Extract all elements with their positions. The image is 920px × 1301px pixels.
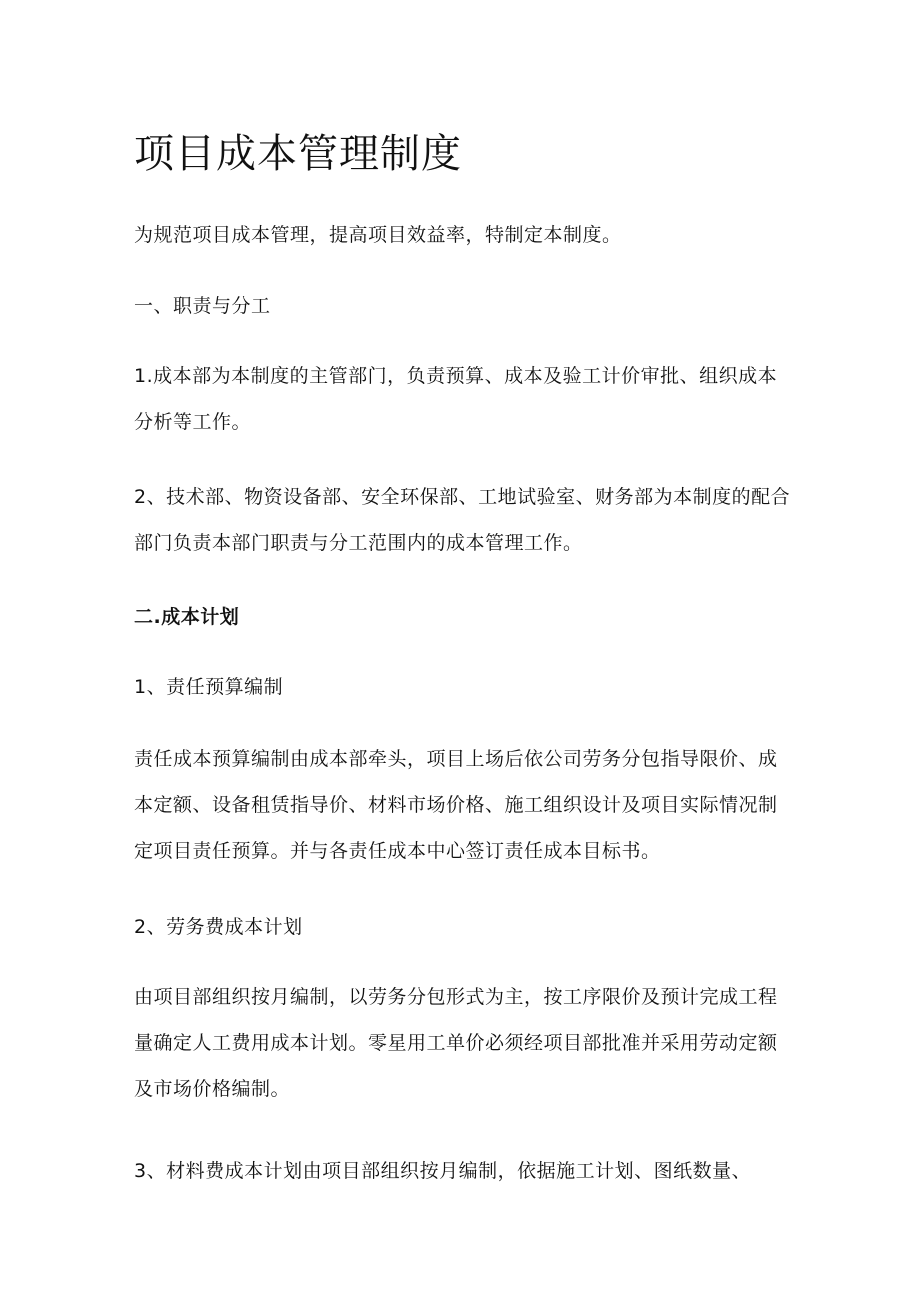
intro-paragraph: 为规范项目成本管理，提高项目效益率，特制定本制度。 xyxy=(134,224,622,246)
subheading-labor-cost-plan: 2、劳务费成本计划 xyxy=(134,916,303,938)
material-cost-plan-body: 3、材料费成本计划由项目部组织按月编制，依据施工计划、图纸数量、 xyxy=(134,1160,752,1182)
document-title: 项目成本管理制度 xyxy=(134,131,462,177)
responsibility-item-1: 1.成本部为本制度的主管部门，负责预算、成本及验工计价审批、组织成本分析等工作。 xyxy=(134,365,778,433)
labor-cost-plan-body: 由项目部组织按月编制，以劳务分包形式为主，按工序限价及预计完成工程量确定人工费用成本计划。零星用工单价必须经项目部批准并采用劳动定额及市场价格编制。 xyxy=(134,986,778,1100)
section-heading-responsibilities: 一、职责与分工 xyxy=(134,295,271,317)
responsibility-item-2: 2、技术部、物资设备部、安全环保部、工地试验室、财务部为本制度的配合部门负责本部门职责与分工范围内的成本管理工作。 xyxy=(134,486,791,554)
subheading-budget-preparation: 1、责任预算编制 xyxy=(134,676,284,698)
budget-preparation-body: 责任成本预算编制由成本部牵头，项目上场后依公司劳务分包指导限价、成本定额、设备租赁指导价、材料市场价格、施工组织设计及项目实际情况制定项目责任预算。并与各责任成本中心签订责任成本目标书。 xyxy=(134,748,778,862)
section-heading-cost-plan: 二.成本计划 xyxy=(134,606,240,628)
